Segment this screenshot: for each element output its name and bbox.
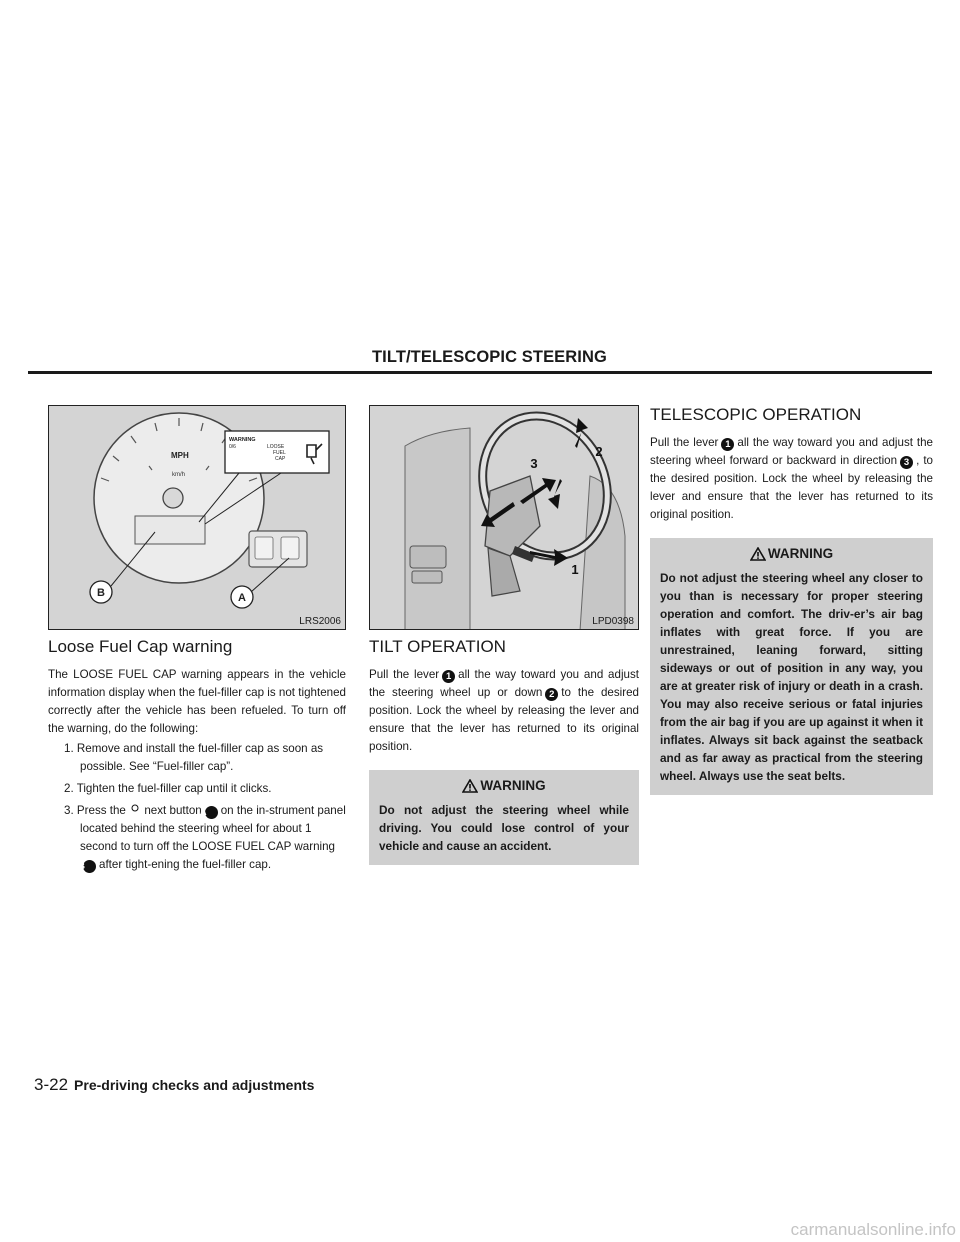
step-3-text-a: Press the [76, 804, 126, 817]
tilt-text-a: Pull the lever [369, 668, 440, 681]
page-number: 3-22 [34, 1075, 69, 1094]
figure-code: LRS2006 [299, 616, 341, 627]
telescopic-text-a: Pull the lever [650, 436, 719, 449]
vehicle-info-display [135, 516, 205, 544]
callout-1-marker: 1 [442, 670, 455, 683]
callout-2-marker: 2 [545, 688, 558, 701]
instrument-cluster-illustration [49, 406, 346, 630]
section-title-telescopic-operation: TELESCOPIC OPERATION [650, 405, 862, 424]
section-title-loose-fuel-cap: Loose Fuel Cap warning [48, 637, 233, 656]
tilt-warning-box [369, 770, 639, 865]
telescopic-warning-title [660, 546, 923, 561]
callout-1-marker: 1 [721, 438, 734, 451]
chapter-title: Pre-driving checks and adjustments [74, 1077, 315, 1093]
next-button-icon [129, 804, 141, 814]
step-1-text: Remove and install the fuel-filler cap as soon as possible. See “Fuel-filler cap”. [76, 742, 324, 773]
callout-a-marker: A [205, 806, 218, 819]
figure-steering-wheel [369, 405, 639, 630]
callout-3-label: 3 [530, 456, 538, 471]
telescopic-text-b: all the way toward you and adjust the steering wheel forward or backward in direction [650, 436, 933, 467]
step-3-number: 3. [64, 804, 74, 817]
next-button [281, 537, 299, 559]
inset-warning-text: WARNING [229, 437, 256, 443]
callout-3-marker: 3 [900, 456, 913, 469]
telescopic-warning-text: Do not adjust the steering wheel any closer to you than is necessary for proper steering operation and comfort. The driv-er’s air bag inflates with great force. If you are unrestrained, leaning forward, sitting sideways or out of position in any way, you are at greater risk of injury or death in a crash. You may also receive serious or fatal injuries from the air bag if you are up against it when it inflates. Always sit back against the seatback and as far away as practical from the steering wheel. Always use the seat belts. [660, 571, 923, 783]
column-tilt-operation [369, 405, 639, 865]
step-3-text-d: after tight-ening the fuel-filler cap. [99, 858, 272, 871]
steering-column-illustration [370, 406, 639, 630]
loose-fuel-intro: The LOOSE FUEL CAP warning appears in the vehicle information display when the fuel-filler cap is not tightened correctly after the vehicle has been refueled. To turn off the warning, do the following: [48, 668, 346, 735]
step-1-number: 1. [64, 742, 74, 755]
inset-fuel-text: FUEL [273, 450, 286, 456]
step-3-text-b: next button [144, 804, 202, 817]
step-1 [48, 740, 346, 776]
tilt-text-b: all the way toward you and adjust the steering wheel up or down [369, 668, 639, 699]
kmh-label: km/h [172, 472, 186, 478]
section-title-tilt-operation: TILT OPERATION [369, 637, 506, 656]
dash-right [580, 476, 625, 630]
loose-fuel-steps [48, 740, 346, 874]
step-2-number: 2. [64, 782, 74, 795]
callout-b-marker: B [83, 860, 96, 873]
tilt-paragraph [369, 666, 639, 756]
warning-triangle-icon [750, 547, 766, 561]
tilt-warning-title [379, 778, 629, 793]
watermark: carmanualsonline.info [790, 1220, 956, 1239]
step-3-text-c: on the in-strument panel located behind the steering wheel for about 1 second to turn off the LOOSE FUEL CAP warning [80, 804, 346, 853]
warning-triangle-icon [462, 779, 478, 793]
column-loose-fuel-cap [48, 405, 346, 878]
figure-loose-fuel-cap [48, 405, 346, 630]
dash-panel [405, 428, 470, 630]
telescopic-paragraph [650, 434, 933, 524]
callout-b-label: B [97, 587, 105, 599]
header-rule [28, 371, 932, 374]
callout-a-label: A [238, 592, 246, 604]
step-3 [48, 802, 346, 874]
tilt-warning-label: WARNING [480, 778, 546, 793]
inset-cap-text: CAP [275, 456, 286, 462]
step-2 [48, 780, 346, 798]
switch-bank [410, 546, 446, 568]
column-telescopic-operation [650, 405, 933, 795]
inset-index-text: 0/6 [229, 444, 236, 450]
tilt-warning-text: Do not adjust the steering wheel while driving. You could lose control of your vehicle and cause an accident. [379, 803, 629, 853]
needle-hub [163, 488, 183, 508]
display-switch [255, 537, 273, 559]
page-header: TILT/TELESCOPIC STEERING [372, 348, 607, 366]
mph-label: MPH [171, 451, 189, 460]
step-2-text: Tighten the fuel-filler cap until it clicks. [76, 782, 272, 795]
tilt-text-c: to the desired position. Lock the wheel by releasing the lever and ensure that the lever has returned to its original position. [369, 686, 639, 753]
telescopic-warning-box [650, 538, 933, 795]
figure-code: LPD0398 [592, 616, 634, 627]
telescopic-warning-label: WARNING [767, 546, 834, 561]
callout-1-label: 1 [571, 562, 579, 577]
telescopic-text-c: , to the desired position. Lock the wheel by releasing the lever and ensure that the lever has returned to its original position. [650, 454, 933, 521]
inset-loose-text: LOOSE [267, 444, 285, 450]
page-footer [34, 1075, 314, 1095]
callout-2-label: 2 [595, 444, 603, 459]
